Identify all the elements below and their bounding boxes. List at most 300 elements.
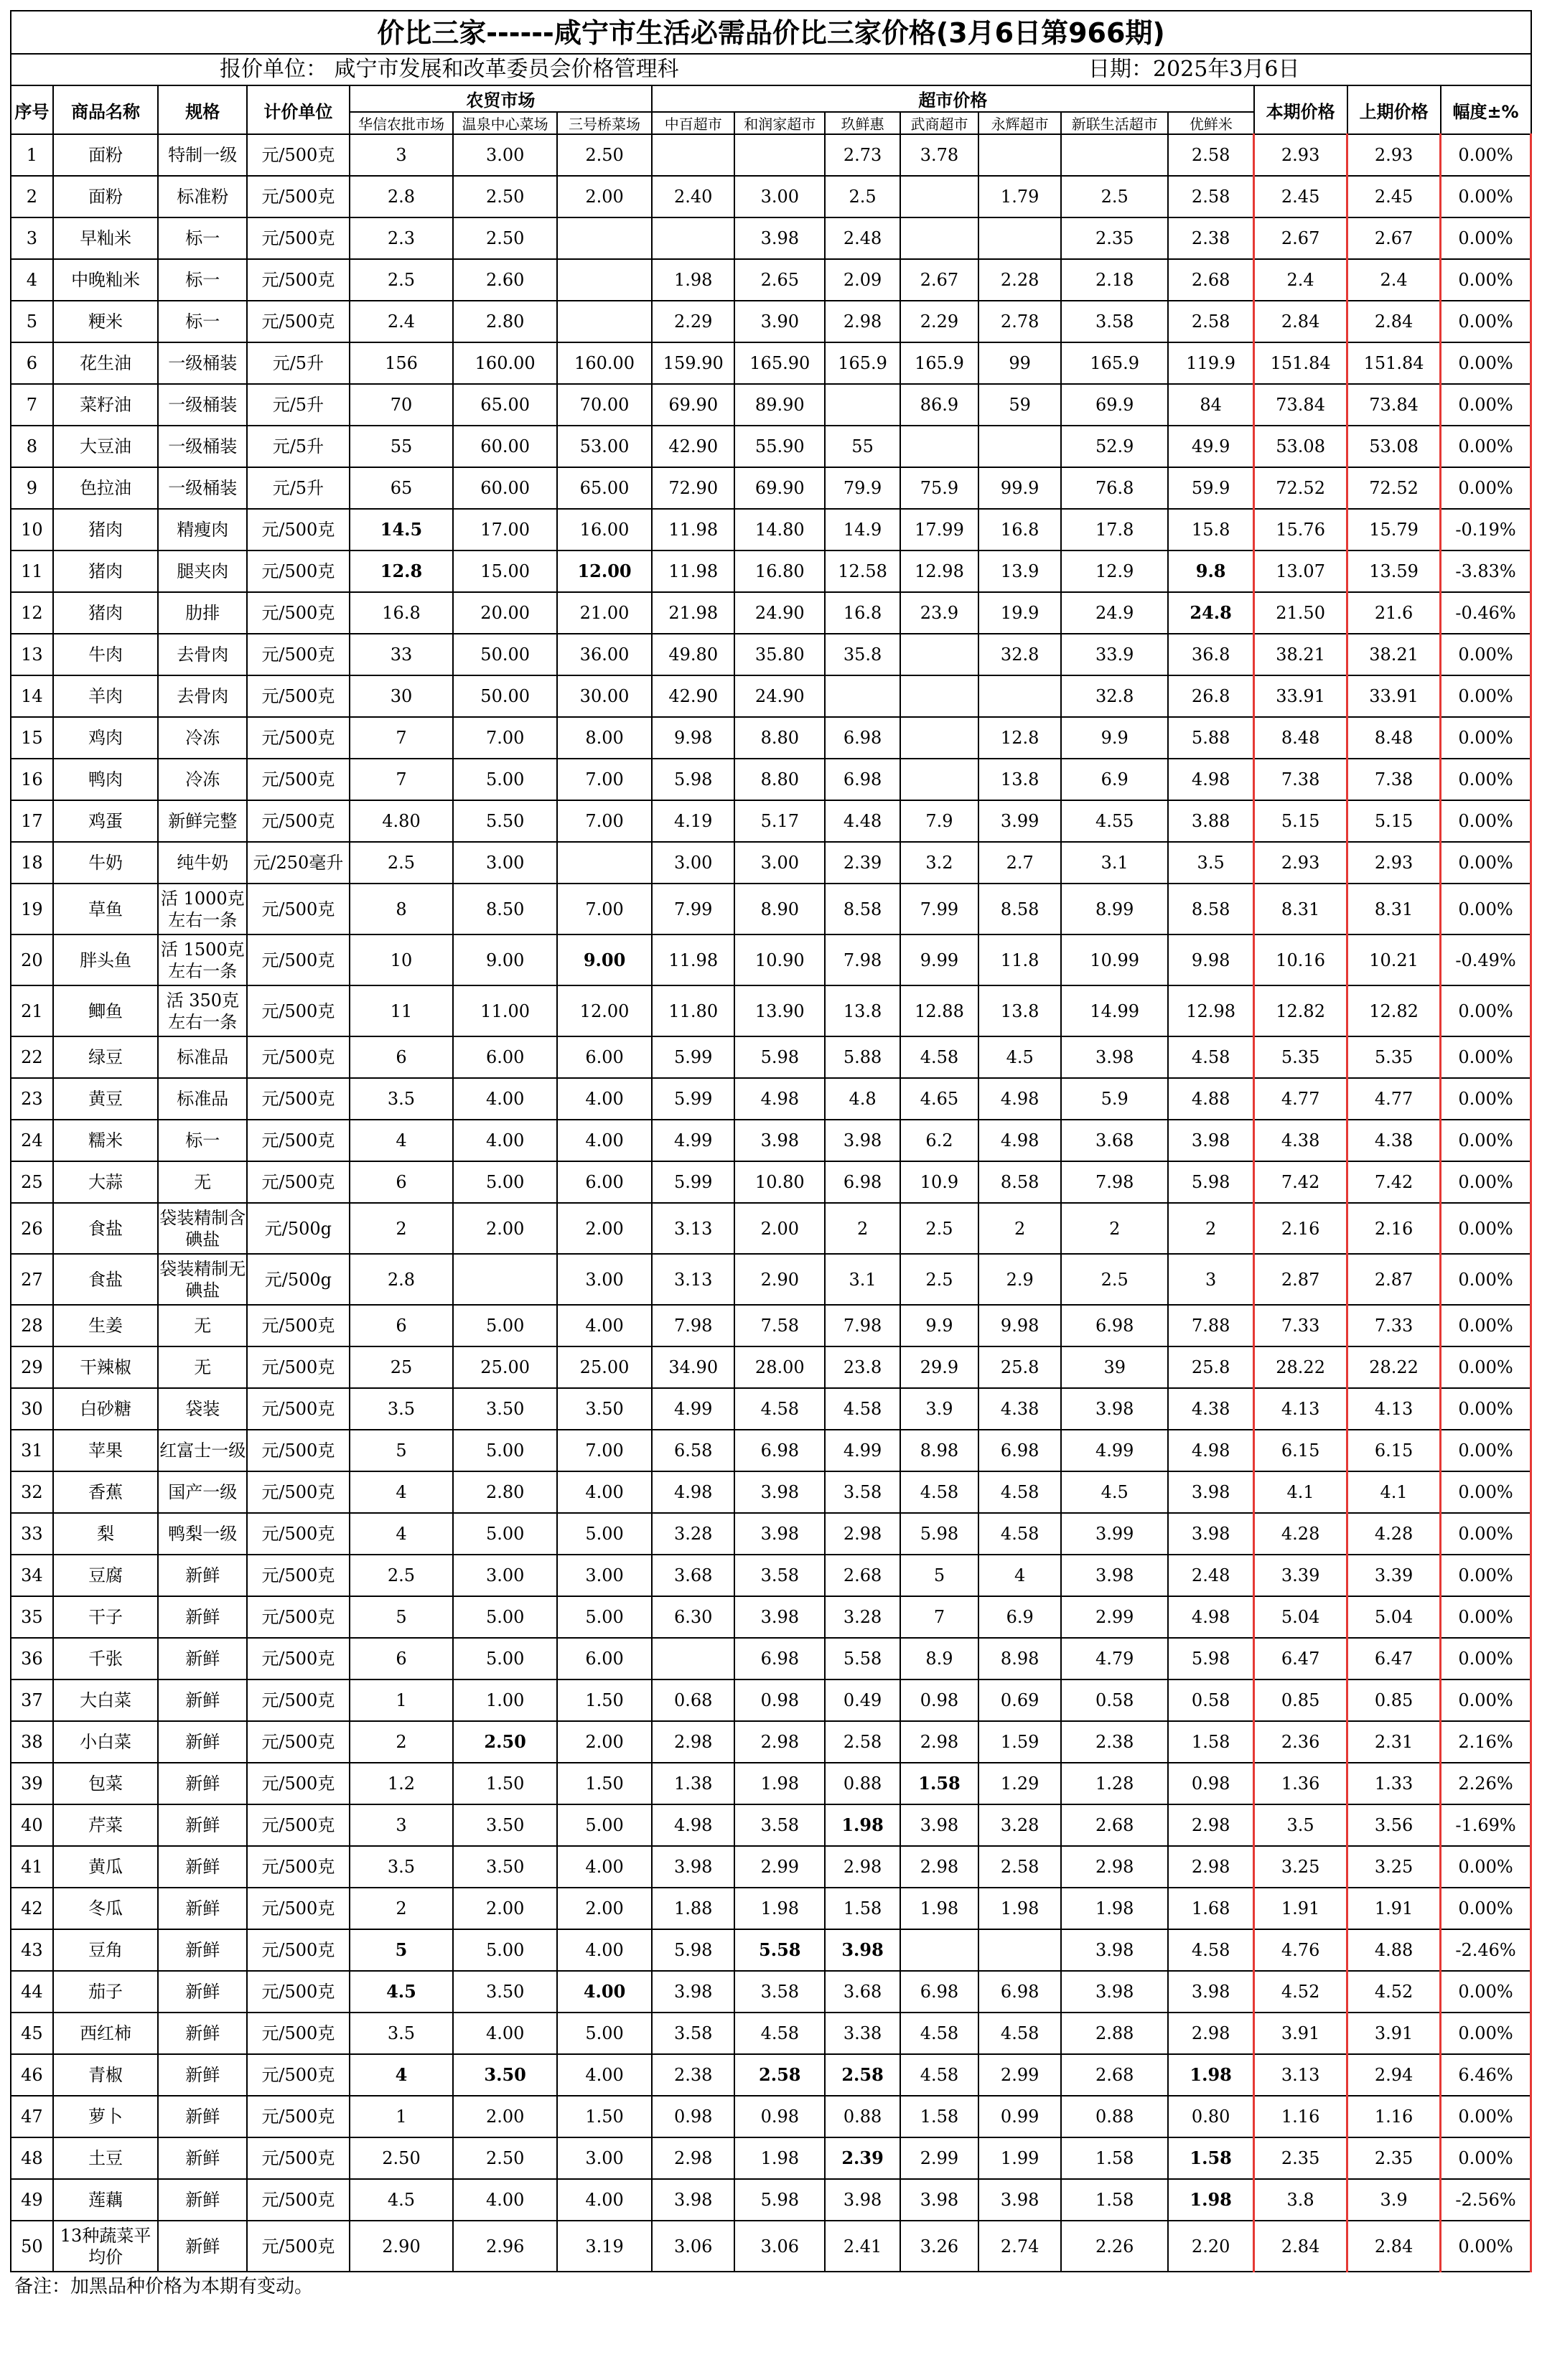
cell-previous-price: 2.84 — [1347, 301, 1441, 342]
table-row — [11, 1430, 1531, 1471]
cell-current-price: 2.36 — [1254, 1721, 1347, 1763]
cell-previous-price: 3.9 — [1347, 2179, 1441, 2221]
cell-change: 0.00% — [1441, 342, 1531, 384]
cell-price: 4.8 — [825, 1078, 900, 1120]
cell-price: 1.29 — [978, 1763, 1061, 1804]
cell-name: 干子 — [53, 1596, 159, 1638]
cell-price: 0.88 — [825, 1763, 900, 1804]
cell-price: 3.98 — [734, 217, 825, 259]
cell-previous-price: 38.21 — [1347, 634, 1441, 675]
cell-price: 3.98 — [900, 1804, 978, 1846]
cell-price: 59.9 — [1168, 467, 1254, 509]
cell-change: -0.46% — [1441, 592, 1531, 634]
cell-spec: 新鲜 — [158, 2221, 247, 2272]
cell-price: 2.8 — [350, 176, 454, 217]
cell-price: 16.80 — [734, 551, 825, 592]
cell-change: 0.00% — [1441, 2096, 1531, 2137]
cell-seq: 40 — [11, 1804, 53, 1846]
cell-price: 55.90 — [734, 426, 825, 467]
cell-price: 65 — [350, 467, 454, 509]
cell-change: 0.00% — [1441, 1971, 1531, 2013]
cell-price: 4.00 — [557, 1471, 652, 1513]
cell-price: 5.88 — [825, 1036, 900, 1078]
cell-unit: 元/500克 — [247, 1120, 350, 1161]
cell-name: 色拉油 — [53, 467, 159, 509]
cell-price: 30 — [350, 675, 454, 717]
cell-price: 4.98 — [1168, 1596, 1254, 1638]
cell-price: 3.00 — [557, 1254, 652, 1305]
cell-price: 7.00 — [557, 800, 652, 842]
cell-price — [652, 217, 734, 259]
cell-unit: 元/500克 — [247, 1078, 350, 1120]
cell-price: 2.50 — [453, 2137, 557, 2179]
cell-price — [1061, 134, 1168, 176]
cell-price: 3.50 — [453, 1388, 557, 1430]
cell-price: 2.5 — [900, 1203, 978, 1254]
table-row — [11, 426, 1531, 467]
cell-price: 1.58 — [900, 1763, 978, 1804]
cell-price: 7.98 — [825, 1305, 900, 1346]
cell-spec: 标一 — [158, 259, 247, 301]
cell-name: 莲藕 — [53, 2179, 159, 2221]
cell-price — [825, 384, 900, 426]
cell-price: 4.58 — [825, 1388, 900, 1430]
cell-price: 8.58 — [978, 884, 1061, 934]
cell-price: 2.98 — [1168, 1804, 1254, 1846]
cell-change: 0.00% — [1441, 759, 1531, 800]
cell-price: 4 — [350, 1471, 454, 1513]
cell-change: 0.00% — [1441, 1346, 1531, 1388]
cell-change: 0.00% — [1441, 1388, 1531, 1430]
cell-price: 49.80 — [652, 634, 734, 675]
cell-price: 2.5 — [350, 1555, 454, 1596]
cell-price: 14.9 — [825, 509, 900, 551]
table-row — [11, 2221, 1531, 2272]
cell-price: 4.38 — [978, 1388, 1061, 1430]
cell-unit: 元/500克 — [247, 1555, 350, 1596]
table-row — [11, 176, 1531, 217]
cell-price: 10.80 — [734, 1161, 825, 1203]
cell-seq: 35 — [11, 1596, 53, 1638]
cell-price: 36.8 — [1168, 634, 1254, 675]
cell-price: 2.35 — [1061, 217, 1168, 259]
cell-price: 36.00 — [557, 634, 652, 675]
cell-price: 60.00 — [453, 426, 557, 467]
cell-seq: 37 — [11, 1679, 53, 1721]
cell-previous-price: 72.52 — [1347, 467, 1441, 509]
cell-price: 6.2 — [900, 1120, 978, 1161]
cell-current-price: 15.76 — [1254, 509, 1347, 551]
cell-price: 5 — [350, 1430, 454, 1471]
cell-price: 5.00 — [557, 1804, 652, 1846]
cell-change: 0.00% — [1441, 259, 1531, 301]
cell-price: 59 — [978, 384, 1061, 426]
cell-seq: 42 — [11, 1888, 53, 1929]
cell-unit: 元/5升 — [247, 342, 350, 384]
cell-price: 6.00 — [557, 1638, 652, 1679]
cell-price: 12.8 — [350, 551, 454, 592]
cell-price: 1.98 — [900, 1888, 978, 1929]
cell-current-price: 0.85 — [1254, 1679, 1347, 1721]
cell-price: 2.00 — [557, 176, 652, 217]
table-row — [11, 1254, 1531, 1305]
cell-price: 3.00 — [557, 1555, 652, 1596]
cell-previous-price: 6.47 — [1347, 1638, 1441, 1679]
cell-price: 3.38 — [825, 2013, 900, 2054]
cell-price: 30.00 — [557, 675, 652, 717]
cell-price: 4.5 — [1061, 1471, 1168, 1513]
report-unit: 报价单位： 咸宁市发展和改革委员会价格管理科 — [220, 57, 679, 82]
cell-change: 0.00% — [1441, 384, 1531, 426]
cell-price: 1.98 — [734, 2137, 825, 2179]
header-previous-price: 上期价格 — [1347, 85, 1441, 134]
cell-seq: 49 — [11, 2179, 53, 2221]
cell-price: 4.98 — [652, 1804, 734, 1846]
cell-price: 2.5 — [900, 1254, 978, 1305]
cell-price: 1.98 — [734, 1763, 825, 1804]
cell-previous-price: 2.94 — [1347, 2054, 1441, 2096]
cell-name: 鸡蛋 — [53, 800, 159, 842]
header-name: 商品名称 — [53, 85, 159, 134]
cell-price: 5.58 — [825, 1638, 900, 1679]
cell-seq: 7 — [11, 384, 53, 426]
cell-price: 15.00 — [453, 551, 557, 592]
cell-previous-price: 2.67 — [1347, 217, 1441, 259]
cell-price: 55 — [825, 426, 900, 467]
cell-price: 11.98 — [652, 509, 734, 551]
cell-previous-price: 1.16 — [1347, 2096, 1441, 2137]
cell-price: 2 — [350, 1721, 454, 1763]
cell-price: 3.26 — [900, 2221, 978, 2272]
cell-price: 4.98 — [978, 1120, 1061, 1161]
cell-price: 1.59 — [978, 1721, 1061, 1763]
cell-spec: 纯牛奶 — [158, 842, 247, 884]
cell-price: 2.78 — [978, 301, 1061, 342]
cell-price: 3.98 — [1061, 1388, 1168, 1430]
cell-price: 0.98 — [1168, 1763, 1254, 1804]
cell-spec: 新鲜 — [158, 2137, 247, 2179]
cell-price: 25.00 — [557, 1346, 652, 1388]
cell-price: 3.5 — [350, 1846, 454, 1888]
cell-current-price: 2.87 — [1254, 1254, 1347, 1305]
cell-name: 黄瓜 — [53, 1846, 159, 1888]
cell-price: 9.8 — [1168, 551, 1254, 592]
header-market: 温泉中心菜场 — [453, 112, 557, 134]
table-row — [11, 1638, 1531, 1679]
cell-name: 西红柿 — [53, 2013, 159, 2054]
cell-change: 0.00% — [1441, 1036, 1531, 1078]
cell-current-price: 4.1 — [1254, 1471, 1347, 1513]
cell-unit: 元/500克 — [247, 934, 350, 985]
table-row — [11, 634, 1531, 675]
cell-price: 5.00 — [453, 1161, 557, 1203]
cell-price: 1.98 — [1168, 2179, 1254, 2221]
cell-name: 小白菜 — [53, 1721, 159, 1763]
cell-price: 4.00 — [557, 1305, 652, 1346]
cell-price: 1.2 — [350, 1763, 454, 1804]
cell-previous-price: 5.04 — [1347, 1596, 1441, 1638]
cell-previous-price: 3.25 — [1347, 1846, 1441, 1888]
cell-previous-price: 2.45 — [1347, 176, 1441, 217]
cell-previous-price: 15.79 — [1347, 509, 1441, 551]
cell-price: 3.98 — [1168, 1971, 1254, 2013]
table-row — [11, 592, 1531, 634]
cell-price: 2.99 — [978, 2054, 1061, 2096]
cell-unit: 元/500克 — [247, 2096, 350, 2137]
cell-price: 9.98 — [652, 717, 734, 759]
cell-price: 4.88 — [1168, 1078, 1254, 1120]
cell-price: 165.9 — [1061, 342, 1168, 384]
cell-price: 70.00 — [557, 384, 652, 426]
cell-price: 34.90 — [652, 1346, 734, 1388]
cell-price: 11.00 — [453, 985, 557, 1036]
cell-price: 4.5 — [350, 1971, 454, 2013]
cell-spec: 一级桶装 — [158, 426, 247, 467]
cell-unit: 元/5升 — [247, 384, 350, 426]
cell-price: 3.28 — [978, 1804, 1061, 1846]
cell-price: 2.50 — [350, 2137, 454, 2179]
cell-seq: 18 — [11, 842, 53, 884]
cell-price: 1.50 — [557, 1679, 652, 1721]
cell-price: 4.58 — [900, 1036, 978, 1078]
cell-unit: 元/5升 — [247, 426, 350, 467]
cell-price: 3.5 — [350, 1078, 454, 1120]
cell-spec: 袋装 — [158, 1388, 247, 1430]
table-row — [11, 759, 1531, 800]
table-row — [11, 2054, 1531, 2096]
cell-previous-price: 4.77 — [1347, 1078, 1441, 1120]
cell-price: 2.39 — [825, 842, 900, 884]
cell-current-price: 2.84 — [1254, 2221, 1347, 2272]
cell-current-price: 72.52 — [1254, 467, 1347, 509]
cell-price: 6.98 — [734, 1638, 825, 1679]
cell-price: 3.68 — [825, 1971, 900, 2013]
cell-price: 33 — [350, 634, 454, 675]
cell-change: 0.00% — [1441, 1638, 1531, 1679]
cell-seq: 48 — [11, 2137, 53, 2179]
cell-price: 2.5 — [825, 176, 900, 217]
cell-previous-price: 53.08 — [1347, 426, 1441, 467]
cell-spec: 新鲜 — [158, 2013, 247, 2054]
cell-price: 25.8 — [1168, 1346, 1254, 1388]
cell-current-price: 1.16 — [1254, 2096, 1347, 2137]
cell-price: 2.98 — [1168, 2013, 1254, 2054]
cell-previous-price: 5.15 — [1347, 800, 1441, 842]
cell-price: 1.58 — [1061, 2137, 1168, 2179]
cell-current-price: 33.91 — [1254, 675, 1347, 717]
cell-price: 1.28 — [1061, 1763, 1168, 1804]
cell-price: 3.58 — [1061, 301, 1168, 342]
table-row — [11, 1555, 1531, 1596]
cell-price: 3.28 — [825, 1596, 900, 1638]
cell-price: 7 — [350, 759, 454, 800]
cell-price: 4.00 — [453, 1078, 557, 1120]
cell-current-price: 6.15 — [1254, 1430, 1347, 1471]
cell-price: 3.98 — [825, 2179, 900, 2221]
cell-price: 3.90 — [734, 301, 825, 342]
cell-seq: 5 — [11, 301, 53, 342]
cell-price — [453, 1254, 557, 1305]
cell-name: 早籼米 — [53, 217, 159, 259]
cell-unit: 元/500克 — [247, 509, 350, 551]
cell-previous-price: 13.59 — [1347, 551, 1441, 592]
cell-price: 4.00 — [557, 1846, 652, 1888]
table-row — [11, 1763, 1531, 1804]
cell-price: 39 — [1061, 1346, 1168, 1388]
cell-seq: 26 — [11, 1203, 53, 1254]
cell-current-price: 3.91 — [1254, 2013, 1347, 2054]
cell-price: 2.98 — [652, 2137, 734, 2179]
cell-name: 青椒 — [53, 2054, 159, 2096]
header-market: 优鲜米 — [1168, 112, 1254, 134]
cell-price: 4.58 — [978, 1471, 1061, 1513]
cell-price — [978, 217, 1061, 259]
table-row — [11, 1388, 1531, 1430]
cell-price: 6.98 — [825, 717, 900, 759]
cell-price: 6.98 — [825, 759, 900, 800]
cell-previous-price: 2.4 — [1347, 259, 1441, 301]
cell-current-price: 1.36 — [1254, 1763, 1347, 1804]
cell-price: 7.00 — [453, 717, 557, 759]
cell-price: 2.4 — [350, 301, 454, 342]
cell-price: 0.68 — [652, 1679, 734, 1721]
table-row — [11, 509, 1531, 551]
cell-seq: 28 — [11, 1305, 53, 1346]
cell-name: 糯米 — [53, 1120, 159, 1161]
cell-spec: 一级桶装 — [158, 467, 247, 509]
cell-name: 绿豆 — [53, 1036, 159, 1078]
cell-price: 17.00 — [453, 509, 557, 551]
cell-change: 0.00% — [1441, 426, 1531, 467]
cell-price: 1.98 — [652, 259, 734, 301]
cell-price: 75.9 — [900, 467, 978, 509]
cell-price: 42.90 — [652, 426, 734, 467]
cell-price — [652, 1638, 734, 1679]
cell-price: 11.80 — [652, 985, 734, 1036]
cell-price: 5.00 — [557, 1596, 652, 1638]
cell-price: 2 — [350, 1888, 454, 1929]
cell-price: 3.00 — [453, 842, 557, 884]
cell-current-price: 2.16 — [1254, 1203, 1347, 1254]
cell-price: 4.00 — [557, 1120, 652, 1161]
cell-price: 4.5 — [350, 2179, 454, 2221]
cell-price — [900, 176, 978, 217]
cell-current-price: 2.35 — [1254, 2137, 1347, 2179]
cell-change: 0.00% — [1441, 1846, 1531, 1888]
cell-price: 3.13 — [652, 1254, 734, 1305]
cell-seq: 17 — [11, 800, 53, 842]
cell-price: 3 — [350, 134, 454, 176]
cell-current-price: 3.39 — [1254, 1555, 1347, 1596]
cell-previous-price: 2.84 — [1347, 2221, 1441, 2272]
cell-price: 52.9 — [1061, 426, 1168, 467]
cell-current-price: 4.76 — [1254, 1929, 1347, 1971]
cell-spec: 新鲜 — [158, 1804, 247, 1846]
cell-spec: 腿夹肉 — [158, 551, 247, 592]
cell-spec: 活 1500克左右一条 — [158, 934, 247, 985]
cell-price: 3.98 — [978, 2179, 1061, 2221]
report-info-bar — [10, 53, 1532, 85]
cell-name: 面粉 — [53, 134, 159, 176]
header-unit: 计价单位 — [247, 85, 350, 134]
cell-seq: 16 — [11, 759, 53, 800]
cell-unit: 元/500克 — [247, 985, 350, 1036]
cell-name: 茄子 — [53, 1971, 159, 2013]
cell-current-price: 4.13 — [1254, 1388, 1347, 1430]
header-market: 华信农批市场 — [350, 112, 454, 134]
cell-previous-price: 73.84 — [1347, 384, 1441, 426]
cell-price: 4.58 — [900, 2054, 978, 2096]
cell-change: 0.00% — [1441, 2221, 1531, 2272]
cell-price: 2.68 — [1061, 2054, 1168, 2096]
cell-current-price: 8.31 — [1254, 884, 1347, 934]
cell-price: 3 — [350, 1804, 454, 1846]
cell-price: 89.90 — [734, 384, 825, 426]
cell-price: 3.98 — [1061, 1971, 1168, 2013]
cell-price: 76.8 — [1061, 467, 1168, 509]
cell-seq: 36 — [11, 1638, 53, 1679]
cell-current-price: 4.77 — [1254, 1078, 1347, 1120]
cell-price: 7.99 — [652, 884, 734, 934]
header-market: 武商超市 — [900, 112, 978, 134]
cell-price: 156 — [350, 342, 454, 384]
cell-name: 黄豆 — [53, 1078, 159, 1120]
table-row — [11, 2179, 1531, 2221]
cell-price: 2.98 — [825, 1513, 900, 1555]
cell-change: 0.00% — [1441, 301, 1531, 342]
cell-previous-price: 2.35 — [1347, 2137, 1441, 2179]
cell-seq: 30 — [11, 1388, 53, 1430]
cell-price: 13.8 — [825, 985, 900, 1036]
cell-previous-price: 2.87 — [1347, 1254, 1441, 1305]
cell-price: 5.50 — [453, 800, 557, 842]
cell-spec: 新鲜 — [158, 1888, 247, 1929]
cell-price: 8.80 — [734, 759, 825, 800]
cell-spec: 无 — [158, 1346, 247, 1388]
cell-price: 2.00 — [734, 1203, 825, 1254]
cell-previous-price: 2.31 — [1347, 1721, 1441, 1763]
cell-price: 3.50 — [453, 1971, 557, 2013]
cell-unit: 元/500克 — [247, 634, 350, 675]
cell-change: 0.00% — [1441, 1596, 1531, 1638]
cell-price: 4.00 — [557, 2054, 652, 2096]
cell-previous-price: 3.91 — [1347, 2013, 1441, 2054]
cell-price — [557, 301, 652, 342]
cell-price: 1.99 — [978, 2137, 1061, 2179]
table-row — [11, 675, 1531, 717]
cell-name: 胖头鱼 — [53, 934, 159, 985]
cell-change: 0.00% — [1441, 1161, 1531, 1203]
cell-price: 11.8 — [978, 934, 1061, 985]
cell-name: 干辣椒 — [53, 1346, 159, 1388]
cell-seq: 38 — [11, 1721, 53, 1763]
cell-price: 9.99 — [900, 934, 978, 985]
cell-price: 5.98 — [652, 759, 734, 800]
cell-spec: 冷冻 — [158, 759, 247, 800]
cell-seq: 9 — [11, 467, 53, 509]
cell-price: 4.58 — [900, 2013, 978, 2054]
cell-unit: 元/500克 — [247, 1638, 350, 1679]
cell-seq: 41 — [11, 1846, 53, 1888]
table-row — [11, 2096, 1531, 2137]
cell-price: 4.19 — [652, 800, 734, 842]
table-row — [11, 217, 1531, 259]
cell-spec: 新鲜 — [158, 1971, 247, 2013]
cell-seq: 32 — [11, 1471, 53, 1513]
cell-price: 6 — [350, 1638, 454, 1679]
cell-price: 3.98 — [1168, 1120, 1254, 1161]
cell-unit: 元/500克 — [247, 134, 350, 176]
